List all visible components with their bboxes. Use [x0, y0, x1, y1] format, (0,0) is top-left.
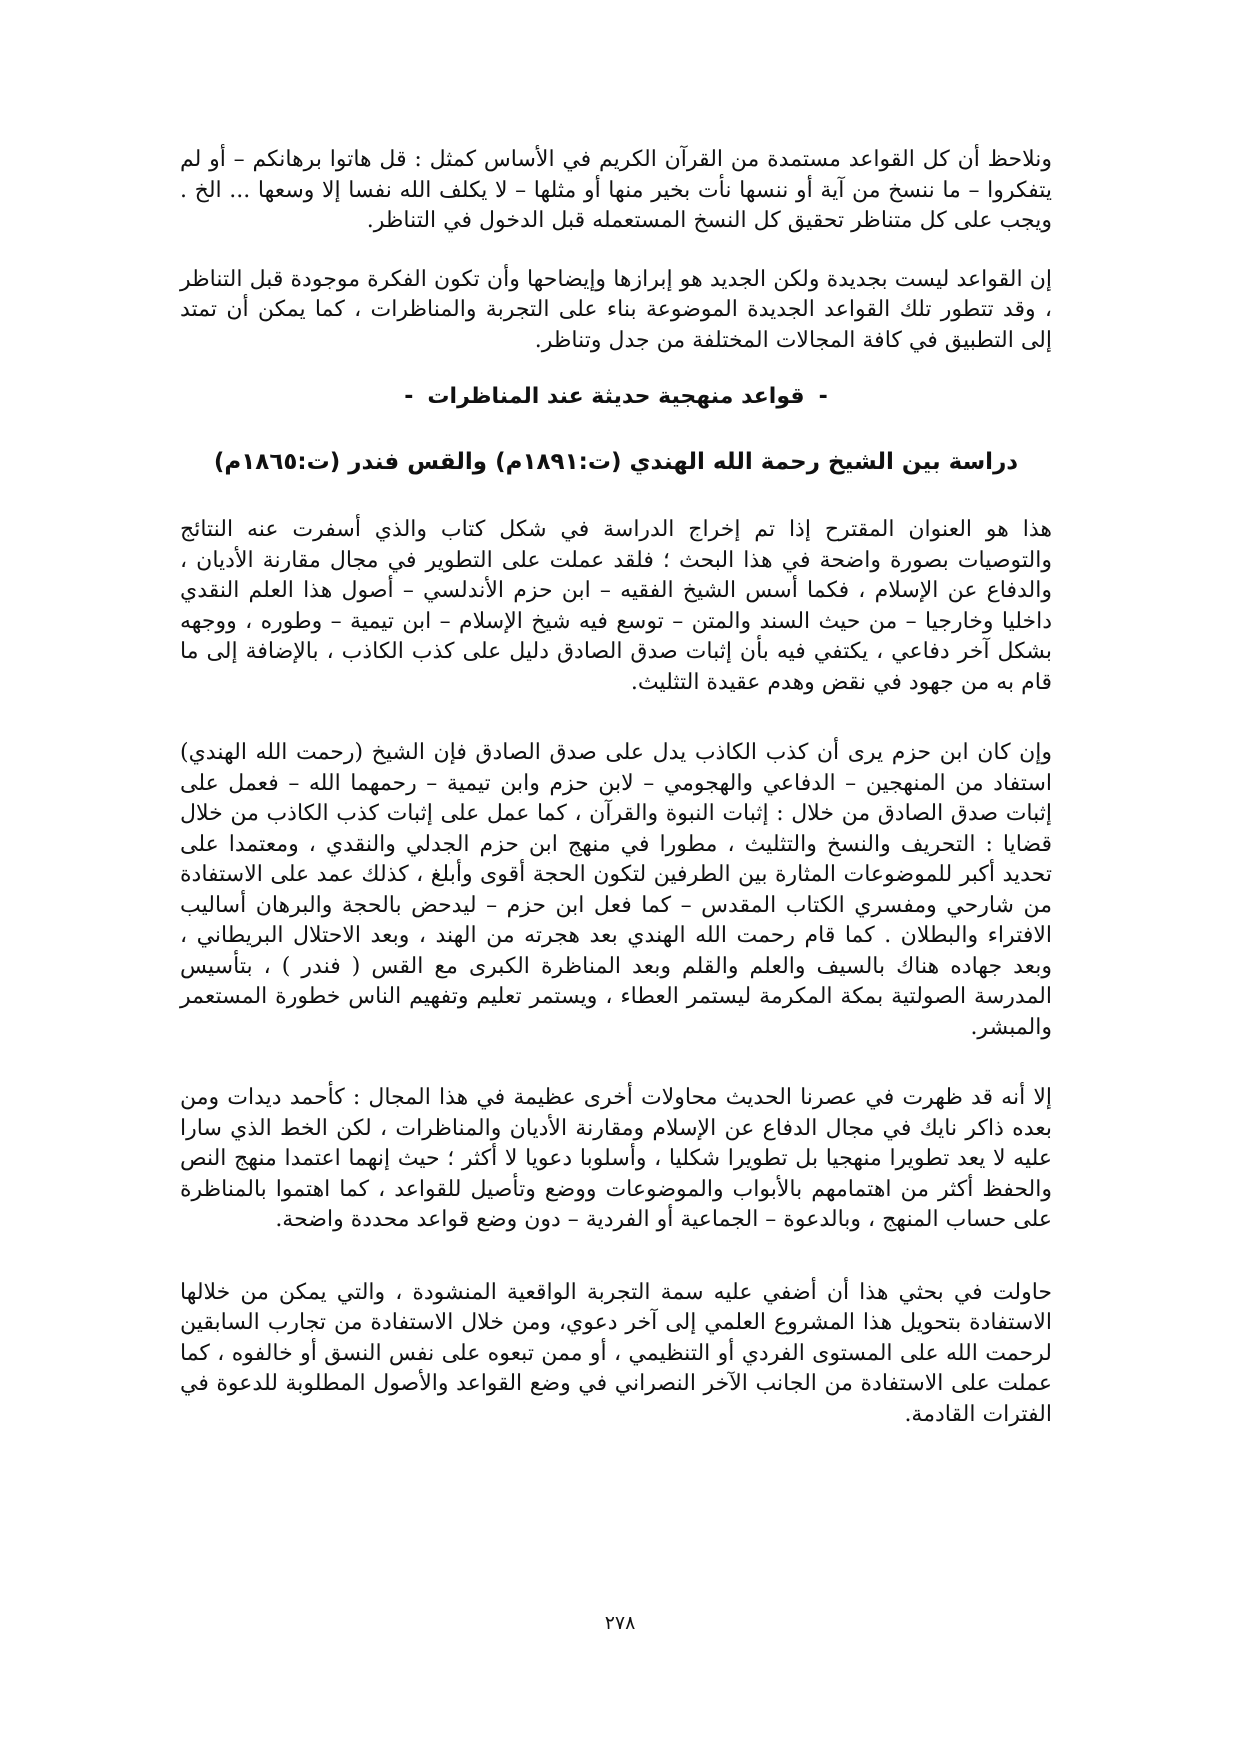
intro-paragraph-1: ونلاحظ أن كل القواعد مستمدة من القرآن الكريم في الأساس كمثل : قل هاتوا برهانكم – أو لم يتفكروا – ما ننسخ من آية أو ننسها نأت بخير منها أو مثلها – لا يكلف الله نفسا إلا وسعها ... الخ . ويجب على كل متناظر تحقيق كل النسخ المستعمله قبل الدخول في التناظر.	[180, 147, 1052, 233]
body-paragraph-1: هذا هو العنوان المقترح إذا تم إخراج الدراسة في شكل كتاب والذي أسفرت عنه النتائج والتوصيات بصورة واضحة في هذا البحث ؛ فلقد عملت على التطوير في مجال مقارنة الأديان ، والدفاع عن الإسلام ، فكما أسس الشيخ الفقيه – ابن حزم الأندلسي – أصول هذا العلم النقدي داخليا وخارجيا – من حيث السند والمتن – توسع فيه شيخ الإسلام – ابن تيمية – وطوره ، ووجهه بشكل آخر دفاعي ، يكتفي فيه بأن إثبات صدق الصادق دليل على كذب الكاذب ، بالإضافة إلى ما قام به من جهود في نقض وهدم عقيدة التثليث.	[180, 517, 1052, 695]
body-paragraph-2: وإن كان ابن حزم يرى أن كذب الكاذب يدل على صدق الصادق فإن الشيخ (رحمت الله الهندي) استفاد من المنهجين – الدفاعي والهجومي – لابن حزم وابن تيمية – رحمهما الله – فعمل على إثبات صدق الصادق من خلال : إثبات النبوة والقرآن ، كما عمل على إثبات كذب الكاذب من خلال قضايا : التحريف والنسخ والتثليث ، مطورا في منهج ابن حزم الجدلي والنقدي ، ومعتمدا على تحديد أكبر للموضوعات المثارة بين الطرفين لتكون الحجة أقوى وأبلغ ، كذلك عمد على الاستفادة من شارحي ومفسري الكتاب المقدس – كما فعل ابن حزم – ليدحض بالحجة والبرهان أساليب الافتراء والبطلان . كما قام رحمت الله الهندي بعد هجرته من الهند ، وبعد الاحتلال البريطاني ، وبعد جهاده هناك بالسيف والعلم والقلم وبعد المناظرة الكبرى مع القس ( فندر ) ، بتأسيس المدرسة الصولتية بمكة المكرمة ليستمر العطاء ، ويستمر تعليم وتفهيم الناس خطورة المستعمر والمبشر.	[180, 740, 1053, 1040]
heading-dash-right: -	[818, 384, 828, 409]
section-heading	[180, 384, 1052, 409]
study-title: دراسة بين الشيخ رحمة الله الهندي (ت:١٨٩١م) والقس فندر (ت:١٨٦٥م)	[213, 449, 1019, 475]
section-heading-text: قواعد منهجية حديثة عند المناظرات	[427, 384, 805, 409]
page-number: ٢٧٨	[604, 1612, 636, 1634]
heading-dash-left: -	[404, 384, 414, 409]
body-paragraph-4: حاولت في بحثي هذا أن أضفي عليه سمة التجربة الواقعية المنشودة ، والتي يمكن من خلالها الاستفادة بتحويل هذا المشروع العلمي إلى آخر دعوي، ومن خلال الاستفادة من تجارب السابقين لرحمت الله على المستوى الفردي أو التنظيمي ، أو ممن تبعوه على نفس النسق أو خالفوه ، كما عملت على الاستفادة من الجانب الآخر النصراني في وضع القواعد والأصول المطلوبة للدعوة في الفترات القادمة.	[180, 1279, 1052, 1427]
document-page	[180, 145, 1052, 1430]
intro-paragraph-2: إن القواعد ليست بجديدة ولكن الجديد هو إبرازها وإيضاحها وأن تكون الفكرة موجودة قبل التناظر ، وقد تتطور تلك القواعد الجديدة الموضوعة بناء على التجربة والمناظرات ، كما يمكن أن تمتد إلى التطبيق في كافة المجالات المختلفة من جدل وتناظر.	[180, 266, 1052, 353]
body-paragraph-3: إلا أنه قد ظهرت في عصرنا الحديث محاولات أخرى عظيمة في هذا المجال : كأحمد ديدات ومن بعده ذاكر نايك في مجال الدفاع عن الإسلام ومقارنة الأديان والمناظرات ، لكن الخط الذي سارا عليه لا يعد تطويرا منهجيا بل تطويرا شكليا ، وأسلوبا دعويا لا أكثر ؛ حيث إنهما اعتمدا منهج النص والحفظ أكثر من اهتمامهم بالأبواب والموضوعات ووضع وتأصيل للقواعد ، كما اهتموا بالمناظرة على حساب المنهج ، وبالدعوة – الجماعية أو الفردية – دون وضع قواعد محددة واضحة.	[180, 1085, 1052, 1232]
